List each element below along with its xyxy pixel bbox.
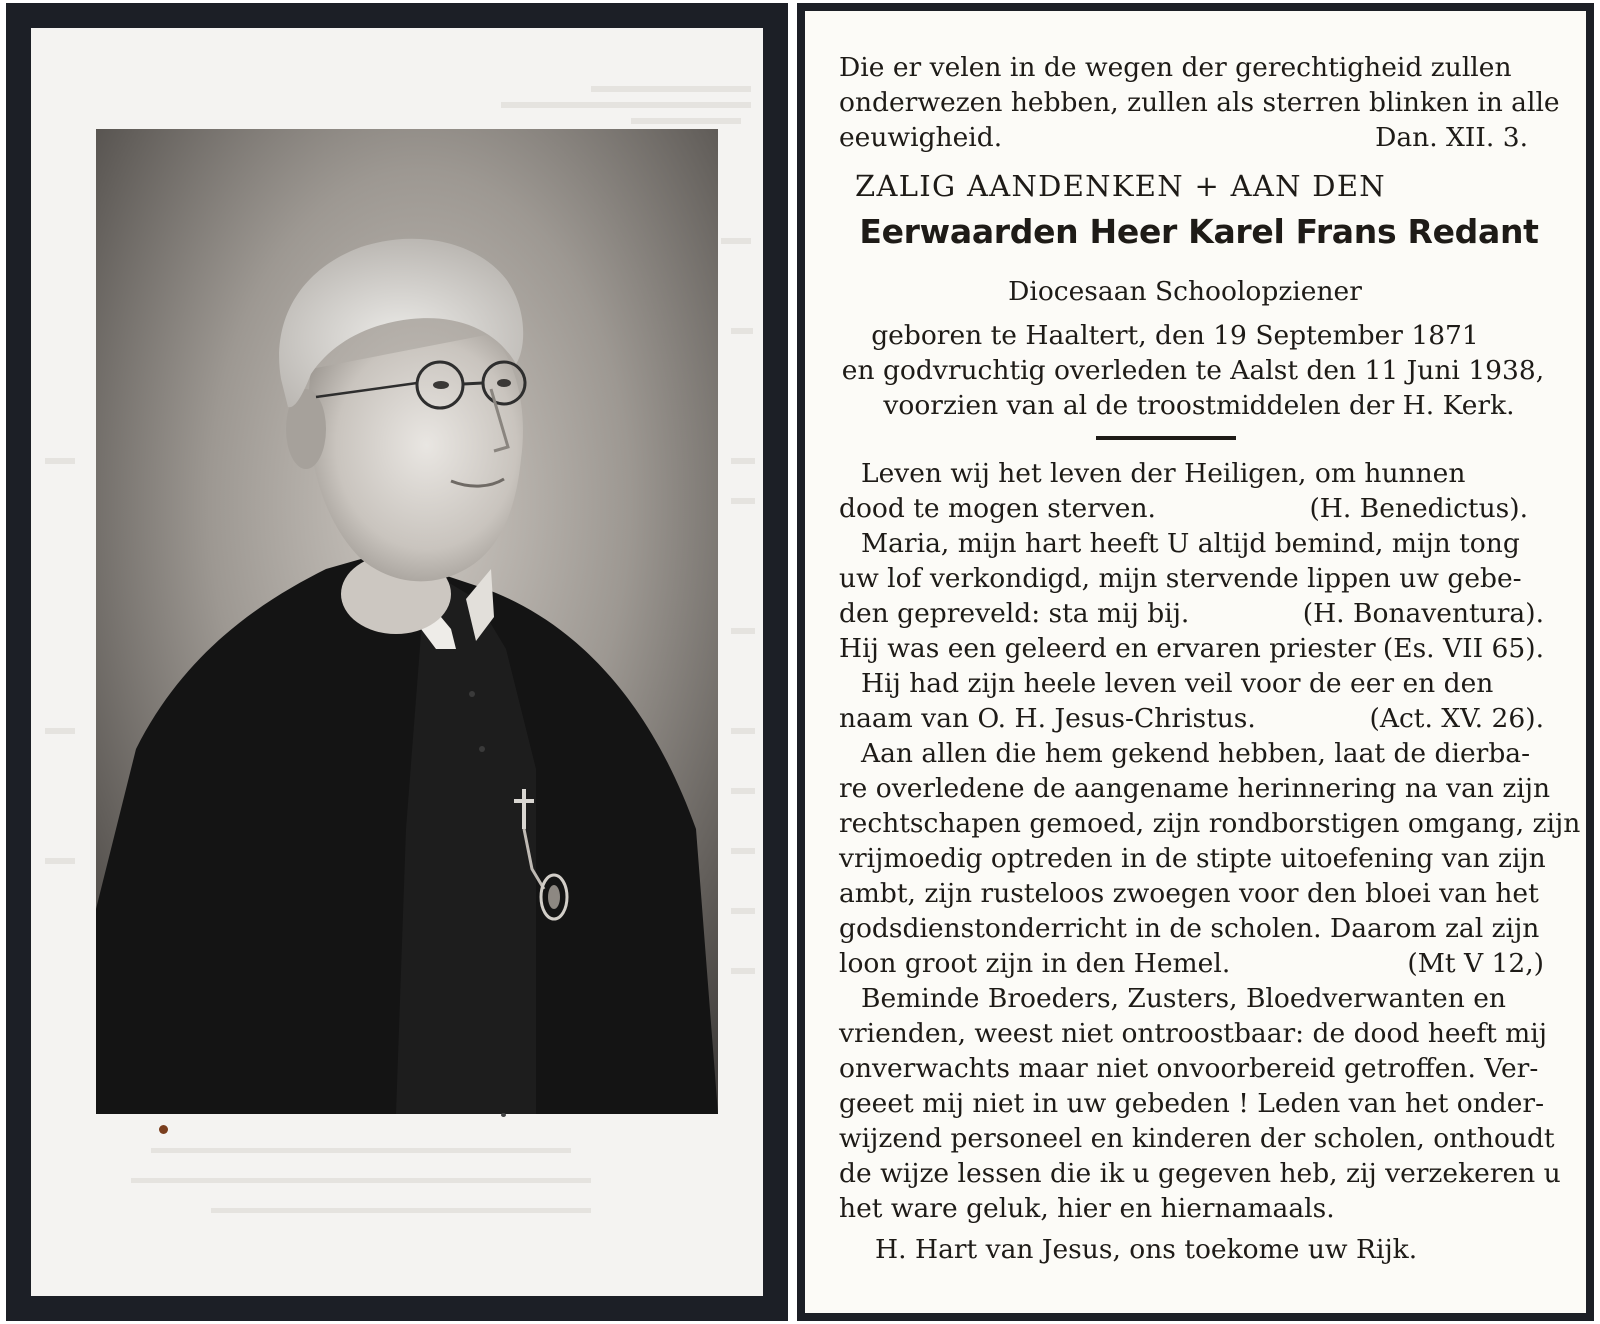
body-line-text: Leven wij het leven der Heiligen, om hunnen: [861, 458, 1466, 489]
body-line: [839, 772, 1551, 807]
epigraph-line-2: [839, 86, 1560, 121]
body-line-text: het ware geluk, hier en hiernamaals.: [839, 1193, 1335, 1224]
body-line: [839, 1157, 1561, 1192]
body-line: [839, 842, 1544, 877]
body-line: [839, 912, 1544, 947]
body-line-text: uw lof verkondigd, mijn stervende lippen uw gebe-: [839, 563, 1522, 594]
body-line-text: re overledene de aangename herinnering na van zijn: [839, 773, 1551, 804]
death-line: [805, 354, 1581, 389]
epigraph-line-3-text: eeuwigheid.: [839, 122, 1003, 153]
epigraph-line-1: [839, 51, 1544, 86]
epigraph-line-2-text: onderwezen hebben, zullen als sterren blinken in alle: [839, 87, 1560, 118]
body-line: [839, 632, 1544, 667]
body-line-text: rechtschapen gemoed, zijn rondborstigen omgang, zijn: [839, 808, 1581, 839]
closing-invocation: [839, 1233, 1544, 1268]
body-line-text: Maria, mijn hart heeft U altijd bemind, mijn tong: [861, 528, 1520, 559]
epigraph-line-3: [839, 121, 1544, 156]
citation: (Act. XV. 26).: [1369, 703, 1544, 734]
body-line: [839, 1052, 1544, 1087]
birth-line-text: geboren te Haaltert, den 19 September 1871: [871, 320, 1479, 351]
memorial-heading: [855, 169, 1455, 206]
body-line-text: Beminde Broeders, Zusters, Bloedverwanten en: [861, 983, 1506, 1014]
body-line-text: naam van O. H. Jesus-Christus.: [839, 703, 1256, 734]
citation: (Es. VII 65).: [1382, 633, 1544, 664]
deceased-role: [805, 275, 1565, 310]
body-line: [839, 527, 1544, 562]
body-line: [839, 1122, 1555, 1157]
paper-speck: [501, 1113, 506, 1117]
body-line-text: Hij had zijn heele leven veil voor de eer en den: [861, 668, 1494, 699]
closing-invocation-text: H. Hart van Jesus, ons toekome uw Rijk.: [875, 1234, 1418, 1265]
body-line-text: ambt, zijn rusteloos zwoegen voor den bloei van het: [839, 878, 1539, 909]
epigraph-reference: Dan. XII. 3.: [1375, 122, 1528, 153]
deceased-name-text: Eerwaarden Heer Karel Frans Redant: [859, 212, 1539, 251]
body-line-text: dood te mogen sterven.: [839, 493, 1156, 524]
death-line-text: en godvruchtig overleden te Aalst den 11 Juni 1938,: [841, 355, 1545, 386]
portrait-photo: [96, 129, 718, 1114]
body-line: [839, 1017, 1547, 1052]
body-line-text: vrienden, weest niet ontroostbaar: de dood heeft mij: [839, 1018, 1547, 1049]
body-line: [839, 877, 1544, 912]
portrait-card-paper: [31, 28, 763, 1296]
body-line-text: loon groot zijn in den Hemel.: [839, 948, 1231, 979]
deceased-name: [829, 212, 1569, 253]
citation: (H. Benedictus).: [1309, 493, 1528, 524]
deceased-role-text: Diocesaan Schoolopziener: [1008, 276, 1362, 307]
body-line: [839, 737, 1544, 772]
priest-portrait-illustration: [96, 129, 718, 1114]
body-line-text: Hij was een geleerd en ervaren priester: [839, 633, 1376, 664]
citation: (H. Bonaventura).: [1302, 598, 1544, 629]
body-line-text: onverwachts maar niet onvoorbereid getroffen. Ver-: [839, 1053, 1539, 1084]
sacraments-line-text: voorzien van al de troostmiddelen der H. Kerk.: [883, 390, 1515, 421]
body-line: [839, 597, 1544, 632]
body-line-text: geeet mij niet in uw gebeden ! Leden van het onder-: [839, 1088, 1545, 1119]
body-line-text: wijzend personeel en kinderen der scholen, onthoudt: [839, 1123, 1555, 1154]
body-line: [839, 457, 1544, 492]
memorial-heading-text: ZALIG AANDENKEN + AAN DEN: [855, 169, 1386, 203]
text-card: [797, 3, 1594, 1321]
body-line-text: de wijze lessen die ik u gegeven heb, zij verzekeren u: [839, 1158, 1561, 1189]
body-line: [839, 947, 1544, 982]
text-card-paper: [805, 11, 1586, 1313]
body-line-text: godsdienstonderricht in de scholen. Daarom zal zijn: [839, 913, 1540, 944]
portrait-card: [6, 3, 788, 1321]
body-line: [839, 807, 1581, 842]
body-line: [839, 492, 1544, 527]
body-line: [839, 1087, 1544, 1122]
body-line-text: Aan allen die hem gekend hebben, laat de dierba-: [861, 738, 1531, 769]
section-divider: [1096, 436, 1236, 440]
body-line-text: vrijmoedig optreden in de stipte uitoefening van zijn: [839, 843, 1546, 874]
sacraments-line: [835, 389, 1563, 424]
epigraph-line-1-text: Die er velen in de wegen der gerechtigheid zullen: [839, 52, 1512, 83]
body-line: [839, 667, 1544, 702]
body-line-text: den gepreveld: sta mij bij.: [839, 598, 1190, 629]
paper-speck: [159, 1125, 168, 1134]
birth-line: [805, 319, 1545, 354]
citation: (Mt V 12,): [1407, 948, 1544, 979]
body-line: [839, 982, 1544, 1017]
body-line: [839, 702, 1544, 737]
body-line: [839, 1192, 1544, 1227]
body-line: [839, 562, 1544, 597]
